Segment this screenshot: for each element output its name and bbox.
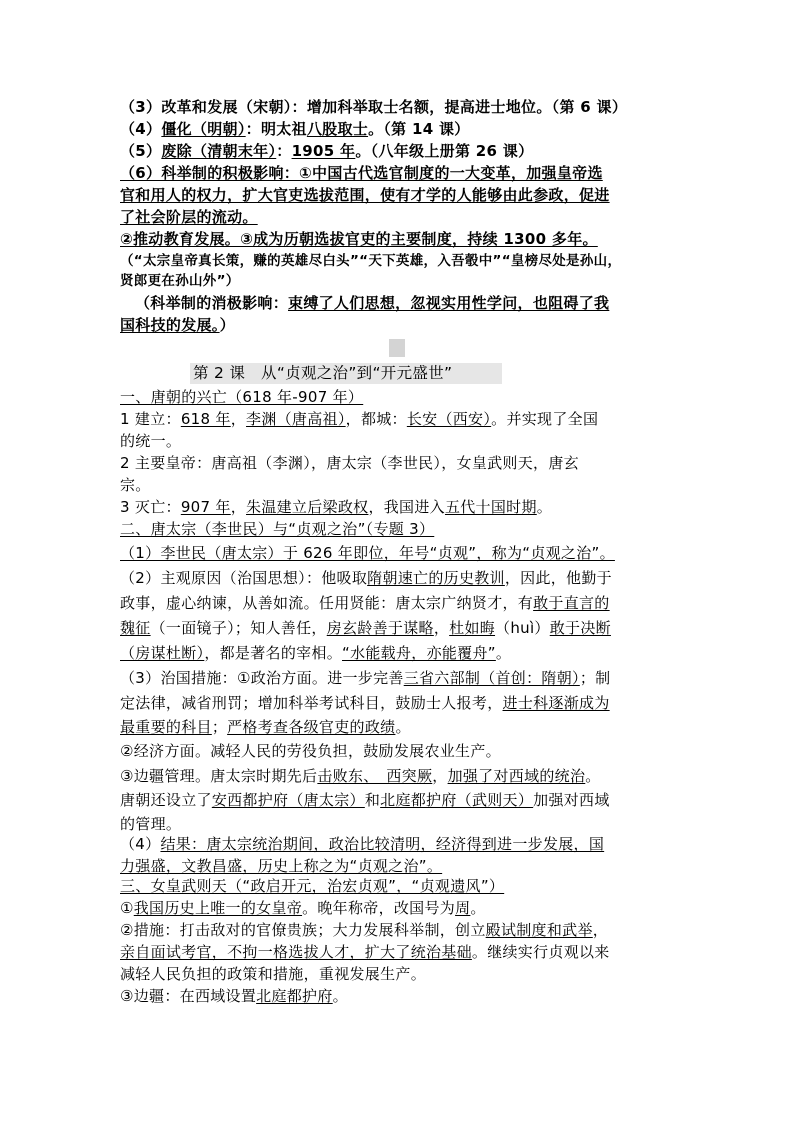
text-segment: 。 [495,644,512,662]
underlined-text: 严格考查各级官吏的政绩 [227,718,396,736]
line-measures-1 [120,667,610,689]
line-positive-impact-3 [120,206,258,228]
text-segment: 和 [364,791,381,809]
underlined-text: 官和用人的权力，扩大官吏选拔范围，使有才学的人能够由此参政，促进 [120,186,610,204]
line-negative-impact-1 [135,292,609,314]
section-1-heading [120,386,363,408]
line-negative-impact-2 [120,314,235,336]
section-3-heading [120,875,504,897]
text-segment: 。 [395,718,411,736]
underlined-text: 三省六部制（首创：隋朝） [403,669,580,687]
underlined-text: 907 年 [180,498,231,516]
text-segment: （一面镜子）；知人善任， [150,619,327,637]
text-segment: ， [592,921,609,939]
text-segment: 加强对西域 [533,791,610,809]
line-wuzetian-5 [120,985,348,1007]
underlined-text: 国科技的发展。 [120,316,220,334]
underlined-text: 李渊（唐高祖） [246,410,346,428]
text-segment: ； [211,718,228,736]
text-segment: ：明太祖 [245,120,307,138]
underlined-text: 废除（清朝末年） [161,142,277,160]
text-segment: ，因此，他勤于 [504,569,612,587]
text-segment: 唐朝还设立了 [120,791,212,809]
underlined-text: 北庭都护府（武则天） [380,791,534,809]
line-result-1 [120,833,604,855]
text-segment: ） [219,316,235,334]
line-founding-1 [120,408,598,430]
text-segment: 。 [536,498,553,516]
underlined-text: “水能载舟，亦能覆舟” [342,644,496,662]
underlined-text: 1905 年 [291,142,356,160]
text-segment: （“太宗皇帝真长策，赚的英雄尽白头”“天下英雄，入吾彀中”“皇榜尽处是孙山， [120,253,622,269]
line-ming-rigid [120,118,470,140]
line-frontier-1 [120,765,601,787]
line-wuzetian-3 [120,941,610,963]
text-segment: 的管理。 [120,815,182,833]
underlined-text: 进士科逐渐成为 [502,694,610,712]
underlined-text: 朱温建立后梁政权 [246,498,369,516]
underlined-text: 了社会阶层的流动。 [120,208,258,226]
underlined-text: （房谋杜断） [120,644,205,662]
underlined-text: 魏征 [120,619,151,637]
underlined-text: 殿试制度和武举 [485,921,593,939]
text-segment: ②措施：打击敌对的官僚贵族；大力发展科举制，创立 [120,921,486,939]
underlined-text: 北庭都护府 [256,987,333,1005]
underlined-text: 一、唐朝的兴亡（618 年-907 年） [120,388,364,406]
underlined-text: 加强了对西域的统治 [447,767,586,785]
text-segment: ， [230,410,247,428]
underlined-text: 隋朝速亡的历史教训 [367,569,505,587]
line-wuzetian-4 [120,963,426,985]
text-segment: ；制 [579,669,611,687]
underlined-text: 僵化（明朝） [161,120,246,138]
underlined-text: 安西都护府（唐太宗） [211,791,365,809]
line-economy [120,740,501,762]
line-measures-2 [120,692,610,714]
text-segment: 贤郎更在孙山外”） [120,273,240,289]
text-segment: 。晚年称帝，改国号为 [302,899,456,917]
text-segment: （科举制的消极影响： [135,294,289,312]
line-wuzetian-1 [120,897,486,919]
line-positive-impact-4 [120,228,598,250]
text-segment: 。 [332,987,348,1005]
text-segment: 第 2 课 从“贞观之治”到“开元盛世” [193,364,453,382]
text-segment: ，都城： [345,410,407,428]
line-emperors-2 [120,474,151,496]
underlined-text: （6）科举制的积极影响：①中国古代选官制度的一大变革，加强皇帝选 [120,164,603,182]
text-segment: 2 主要皇帝：唐高祖（李渊），唐太宗（李世民），女皇武则天，唐玄 [120,454,579,472]
text-segment: ： [276,142,292,160]
text-segment: 。 [470,899,486,917]
underlined-text: 击败东、 西突厥 [317,767,433,785]
underlined-text: 结果：唐太宗统治期间，政治比较清明，经济得到进一步发展，国 [160,835,605,853]
underlined-text: 长安（西安） [406,410,492,428]
line-song-reform [120,96,627,118]
text-segment: 。 [585,767,601,785]
underlined-text: 杜如晦 [449,619,496,637]
line-positive-impact-2 [120,184,610,206]
text-segment: ②经济方面。减轻人民的劳役负担，鼓励发展农业生产。 [120,742,501,760]
line-zhenguan-1 [120,542,615,564]
underlined-text: 束缚了人们思想，忽视实用性学问，也阻碍了我 [288,294,610,312]
line-measures-3 [120,716,411,738]
line-subjective-3 [120,617,611,639]
line-founding-2 [120,430,181,452]
lesson-title [193,362,452,384]
text-segment: ③边疆管理。唐太宗时期先后 [120,767,318,785]
line-subjective-4 [120,642,511,664]
text-segment: 1 建立： [120,410,181,428]
line-frontier-3 [120,813,181,835]
line-qing-abolish [120,140,533,162]
underlined-text: 周 [455,899,471,917]
text-segment: 定法律，减省刑罚；增加科举考试科目，鼓励士人报考， [120,694,503,712]
underlined-text: 618 年 [180,410,231,428]
text-segment: （3）治国措施：①政治方面。进一步完善 [120,669,404,687]
text-segment: 3 灭亡： [120,498,181,516]
text-segment: 的统一。 [120,432,182,450]
underlined-text: 敢于决断 [549,619,611,637]
text-segment: （3）改革和发展（宋朝）：增加科举取士名额，提高进士地位。（第 6 课） [120,98,628,116]
text-segment: ，都是著名的宰相。 [204,644,343,662]
text-segment: （4） [120,835,161,853]
text-segment: （huì） [495,619,550,637]
text-segment: 。继续实行贞观以来 [471,943,610,961]
text-segment: ， [433,619,450,637]
text-segment: 政事，虚心纳谏，从善如流。任用贤能：唐太宗广纳贤才，有 [120,594,534,612]
text-segment: 。并实现了全国 [491,410,599,428]
underlined-text: 八股取士 [306,120,369,138]
underlined-text: 敢于直言的 [533,594,610,612]
text-segment: 。（第 14 课） [368,120,470,138]
text-segment: （5） [120,142,162,160]
text-segment: ， [230,498,247,516]
text-segment: ，我国进入 [368,498,445,516]
line-subjective-2 [120,592,610,614]
text-segment: ① [120,899,134,917]
line-frontier-2 [120,789,610,811]
underlined-text: 二、唐太宗（李世民）与“贞观之治”（专题 3） [120,520,435,538]
underlined-text: 五代十国时期 [444,498,537,516]
section-2-heading [120,518,434,540]
text-segment: 宗。 [120,476,151,494]
underlined-text: 亲自面试考官，不拘一格选拔人才，扩大了统治基础 [120,943,472,961]
line-positive-impact-1 [120,162,603,184]
underlined-text: ②推动教育发展。③成为历朝选拔官吏的主要制度，持续 1300 多年。 [120,230,598,248]
underlined-text: 力强盛，文教昌盛，历史上称之为“贞观之治”。 [120,857,443,875]
underlined-text: （1）李世民（唐太宗）于 626 年即位，年号“贞观”，称为“贞观之治”。 [120,544,615,562]
text-segment: 减轻人民负担的政策和措施，重视发展生产。 [120,965,427,983]
line-fall [120,496,552,518]
text-segment: ， [432,767,448,785]
underlined-text: 最重要的科目 [120,718,212,736]
line-wuzetian-2 [120,919,608,941]
line-quote-1 [120,250,621,272]
text-segment: （2）主观原因（治国思想）：他吸取 [120,569,368,587]
underlined-text: 我国历史上唯一的女皇帝 [133,899,303,917]
underlined-text: 三、女皇武则天（“政启开元，治宏贞观”，“贞观遗风”） [120,877,505,895]
underlined-text: 房玄龄善于谋略 [326,619,434,637]
line-emperors-1 [120,452,579,474]
line-quote-2 [120,270,240,292]
line-subjective-1 [120,567,612,589]
text-segment: （4） [120,120,162,138]
gray-marker-box [389,339,405,357]
text-segment: 。（八年级上册第 26 课） [355,142,534,160]
line-result-2 [120,855,442,877]
text-segment: ③边疆：在西域设置 [120,987,257,1005]
